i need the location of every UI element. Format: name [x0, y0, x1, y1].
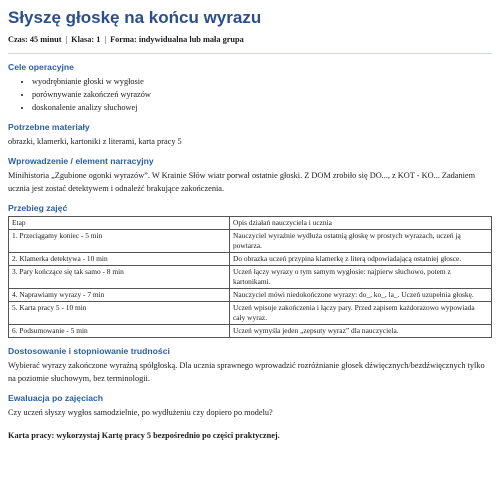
worksheet-note: Karta pracy: wykorzystaj Kartę pracy 5 bezpośrednio po części praktycznej.	[8, 431, 280, 440]
title-divider	[8, 53, 492, 54]
column-header-stage: Etap	[9, 217, 230, 230]
stage-cell: 1. Przeciągamy koniec - 5 min	[9, 230, 230, 253]
table-row	[9, 289, 492, 302]
stage-cell: 2. Klamerka detektywa - 10 min	[9, 253, 230, 266]
table-header-row	[9, 217, 492, 230]
table-row	[9, 266, 492, 289]
table-row	[9, 302, 492, 325]
meta-separator: |	[104, 35, 107, 44]
materials-heading: Potrzebne materiały	[8, 122, 90, 132]
description-cell: Nauczyciel wyraźnie wydłuża ostatnią głoskę w prostych wyrazach, uczeń ją powtarza.	[230, 230, 492, 253]
goals-list	[8, 75, 492, 114]
table-row	[9, 230, 492, 253]
evaluation-heading: Ewaluacja po zajęciach	[8, 393, 104, 403]
materials-text: obrazki, klamerki, kartoniki z literami, karta pracy 5	[8, 137, 182, 146]
meta-separator: |	[65, 35, 68, 44]
adaptation-heading: Dostosowanie i stopniowanie trudności	[8, 346, 170, 356]
goals-heading: Cele operacyjne	[8, 62, 74, 72]
description-cell: Uczeń łączy wyrazy o tym samym wygłosie: najpierw słuchowo, potem z kartonikami.	[230, 266, 492, 289]
lesson-table	[8, 216, 492, 338]
column-header-description: Opis działań nauczyciela i ucznia	[230, 217, 492, 230]
goal-item: • porównywanie zakończeń wyrazów	[32, 88, 492, 101]
lesson-meta	[8, 34, 492, 45]
intro-text: Minihistoria „Zgubione ogonki wyrazów”. W Krainie Słów wiatr porwał ostatnie głoski. Z DOM zrobiło się DO..., z KOT - KO... Zadaniem ucznia jest zostać detektywem i odnaleźć brakujące zakończenia.	[8, 171, 476, 193]
lesson-heading: Przebieg zajęć	[8, 203, 68, 213]
goal-item: • doskonalenie analizy słuchowej	[32, 101, 492, 114]
page-title: Słyszę głoskę na końcu wyrazu	[8, 8, 262, 27]
stage-cell: 5. Karta pracy 5 - 10 min	[9, 302, 230, 325]
description-cell: Uczeń wymyśla jeden „zepsuty wyraz” dla nauczyciela.	[230, 325, 492, 338]
stage-cell: 3. Pary kończące się tak samo - 8 min	[9, 266, 230, 289]
table-row	[9, 325, 492, 338]
adaptation-text: Wybierać wyrazy zakończone wyraźną spółgłoską. Dla ucznia sprawnego wprowadzić rozróżnianie głosek dźwięcznych/bezdźwięcznych tylko na poziomie słuchowym, bez terminologii.	[8, 361, 485, 383]
stage-cell: 4. Naprawiamy wyrazy - 7 min	[9, 289, 230, 302]
meta-class: Klasa: 1	[71, 35, 101, 44]
description-cell: Uczeń wpisuje zakończenia i łączy pary. Przed zapisem każdorazowo wypowiada cały wyraz.	[230, 302, 492, 325]
stage-cell: 6. Podsumowanie - 5 min	[9, 325, 230, 338]
meta-time: Czas: 45 minut	[8, 35, 62, 44]
table-row	[9, 253, 492, 266]
meta-form: Forma: indywidualna lub mała grupa	[110, 35, 244, 44]
description-cell: Nauczyciel mówi niedokończone wyrazy: do_, ko_, la_. Uczeń uzupełnia głoskę.	[230, 289, 492, 302]
intro-heading: Wprowadzenie / element narracyjny	[8, 156, 154, 166]
evaluation-text: Czy uczeń słyszy wygłos samodzielnie, po wydłużeniu czy dopiero po modelu?	[8, 408, 273, 417]
description-cell: Do obrazka uczeń przypina klamerkę z literą odpowiadającą ostatniej głosce.	[230, 253, 492, 266]
goal-item: • wyodrębnianie głoski w wygłosie	[32, 75, 492, 88]
